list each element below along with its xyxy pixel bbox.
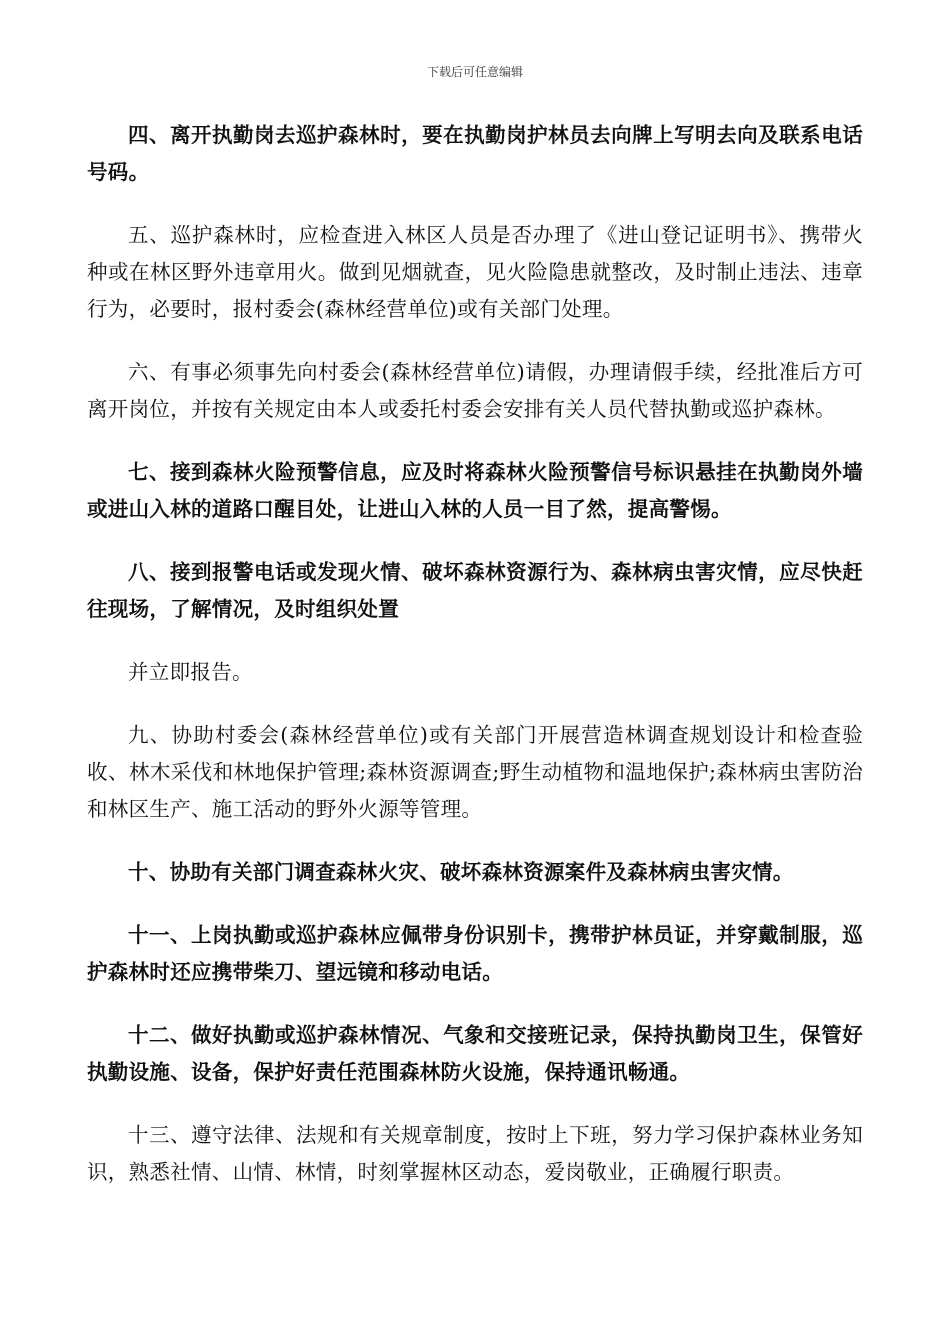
paragraph-9: 九、协助村委会(森林经营单位)或有关部门开展营造林调查规划设计和检查验收、林木采伐和林地保护管理;森林资源调查;野生动植物和温地保护;森林病虫害防治和林区生产、施工活动的野外火源等管理。 xyxy=(87,723,863,821)
paragraph-11: 十一、上岗执勤或巡护森林应佩带身份识别卡，携带护林员证，并穿戴制服，巡护森林时还应携带柴刀、望远镜和移动电话。 xyxy=(87,923,863,984)
paragraph-13: 十三、遵守法律、法规和有关规章制度，按时上下班，努力学习保护森林业务知识，熟悉社情、山情、林情，时刻掌握林区动态，爱岗敬业，正确履行职责。 xyxy=(87,1123,863,1184)
page-header: 下载后可任意编辑 xyxy=(426,65,523,79)
paragraph-10: 十、协助有关部门调查森林火灾、破坏森林资源案件及森林病虫害灾情。 xyxy=(128,860,794,884)
paragraph-6: 六、有事必须事先向村委会(森林经营单位)请假，办理请假手续，经批准后方可离开岗位，并按有关规定由本人或委托村委会安排有关人员代替执勤或巡护森林。 xyxy=(87,360,863,421)
paragraph-5: 五、巡护森林时，应检查进入林区人员是否办理了《进山登记证明书》、携带火种或在林区野外违章用火。做到见烟就查，见火险隐患就整改，及时制止违法、违章行为，必要时，报村委会(森林经营单位)或有关部门处理。 xyxy=(87,223,863,321)
document-body xyxy=(87,117,863,1191)
paragraph-7: 七、接到森林火险预警信息，应及时将森林火险预警信号标识悬挂在执勤岗外墙或进山入林的道路口醒目处，让进山入林的人员一目了然，提高警惕。 xyxy=(87,460,863,521)
paragraph-8-continued: 并立即报告。 xyxy=(128,660,253,684)
paragraph-8: 八、接到报警电话或发现火情、破坏森林资源行为、森林病虫害灾情，应尽快赶往现场，了解情况，及时组织处置 xyxy=(87,560,863,621)
paragraph-12: 十二、做好执勤或巡护森林情况、气象和交接班记录，保持执勤岗卫生，保管好执勤设施、设备，保护好责任范围森林防火设施，保持通讯畅通。 xyxy=(87,1023,863,1084)
paragraph-4: 四、离开执勤岗去巡护森林时，要在执勤岗护林员去向牌上写明去向及联系电话号码。 xyxy=(87,123,863,184)
